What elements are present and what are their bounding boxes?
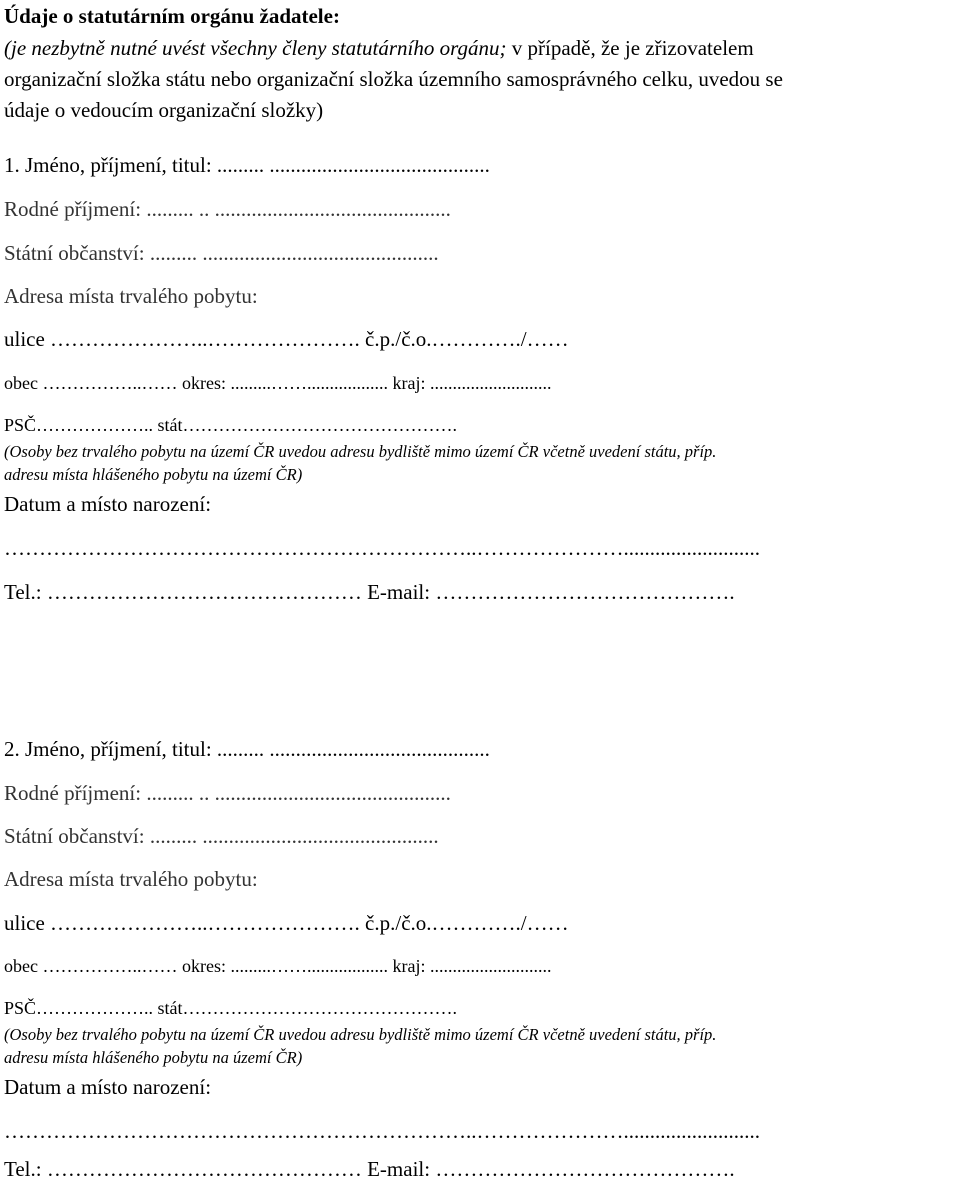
person2-name-field[interactable]: 2. Jméno, příjmení, titul: ......... ..........................................	[4, 737, 490, 761]
person2-contact-field[interactable]: Tel.: ……………………………………… E-mail: …………………………………….	[4, 1157, 735, 1181]
person2-abroad-note-2: adresu místa hlášeného pobytu na území ČR)	[4, 1048, 303, 1067]
section-note-rest: v případě, že je zřizovatelem	[506, 36, 754, 60]
person1-birth-name-field[interactable]: Rodné příjmení: ......... .. .............................................	[4, 197, 451, 221]
person1-address-label: Adresa místa trvalého pobytu:	[4, 284, 258, 308]
person1-birth-field[interactable]: …………………………………………………………..…………………..........................	[4, 536, 760, 560]
person1-obec-field[interactable]: obec ……………..…… okres: .........…….................. kraj: ...........................	[4, 373, 552, 393]
person1-citizenship-field[interactable]: Státní občanství: ......... .............................................	[4, 241, 439, 265]
person1-abroad-note-2: adresu místa hlášeného pobytu na území ČR)	[4, 465, 303, 484]
person2-abroad-note-1: (Osoby bez trvalého pobytu na území ČR uvedou adresu bydliště mimo území ČR včetně uvedení státu, příp.	[4, 1025, 717, 1044]
person1-birth-label: Datum a místo narození:	[4, 492, 212, 516]
person2-address-label: Adresa místa trvalého pobytu:	[4, 867, 258, 891]
person2-street-field[interactable]: ulice …………………..…………………. č.p./č.o.…………./……	[4, 911, 569, 935]
person2-citizenship-field[interactable]: Státní občanství: ......... .............................................	[4, 824, 439, 848]
section-note-line3: údaje o vedoucím organizační složky)	[4, 98, 324, 122]
person1-street-field[interactable]: ulice …………………..…………………. č.p./č.o.…………./……	[4, 327, 569, 351]
person2-birth-label: Datum a místo narození:	[4, 1075, 212, 1099]
person1-abroad-note-1: (Osoby bez trvalého pobytu na území ČR uvedou adresu bydliště mimo území ČR včetně uvedení státu, příp.	[4, 442, 717, 461]
section-title: Údaje o statutárním orgánu žadatele:	[4, 4, 340, 28]
section-note-line2: organizační složka státu nebo organizační složka územního samosprávného celku, uvedou se	[4, 67, 783, 91]
person2-birth-name-field[interactable]: Rodné příjmení: ......... .. .............................................	[4, 781, 451, 805]
section-note-italic: (je nezbytně nutné uvést všechny členy statutárního orgánu;	[4, 36, 507, 60]
person2-psc-field[interactable]: PSČ……………….. stát……………………………………….	[4, 998, 458, 1018]
person2-birth-field[interactable]: …………………………………………………………..…………………..........................	[4, 1119, 760, 1143]
person2-obec-field[interactable]: obec ……………..…… okres: .........…….................. kraj: ...........................	[4, 956, 552, 976]
person1-psc-field[interactable]: PSČ……………….. stát……………………………………….	[4, 415, 458, 435]
person1-name-field[interactable]: 1. Jméno, příjmení, titul: ......... ..........................................	[4, 153, 490, 177]
person1-contact-field[interactable]: Tel.: ……………………………………… E-mail: …………………………………….	[4, 580, 735, 604]
section-note	[4, 36, 754, 60]
